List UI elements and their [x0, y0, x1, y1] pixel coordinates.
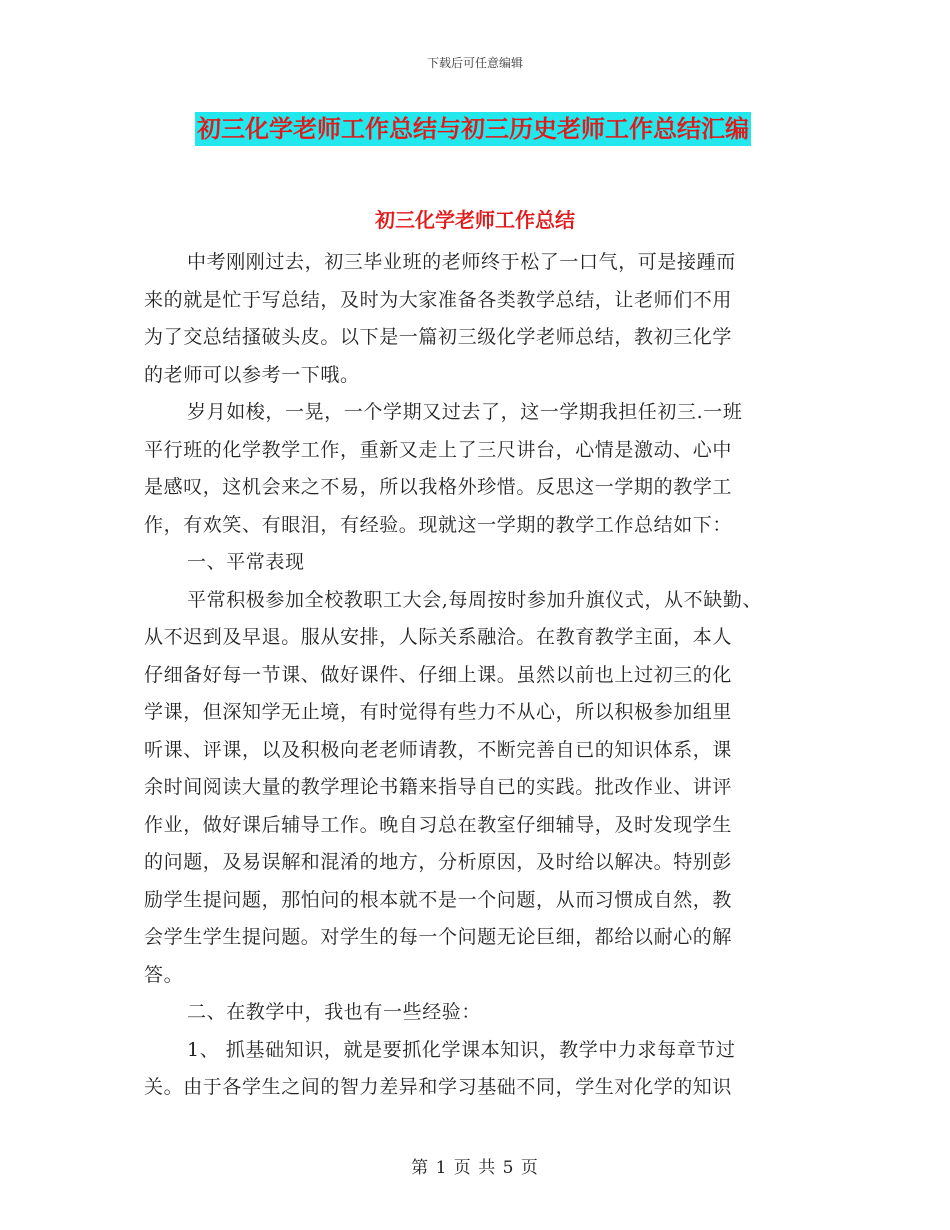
text-line: 关。由于各学生之间的智力差异和学习基础不同，学生对化学的知识: [144, 1076, 733, 1098]
text-line: 学课，但深知学无止境，有时觉得有些力不从心，所以积极参加组里: [144, 701, 733, 723]
text-line: 的老师可以参考一下哦。: [144, 363, 360, 386]
page-header-note: 下载后可任意编辑: [426, 56, 523, 70]
text-line: 平行班的化学教学工作，重新又走上了三尺讲台，心情是激动、心中: [144, 438, 733, 461]
text-line: 平常积极参加全校教职工大会,每周按时参加升旗仪式，从不缺勤、: [187, 588, 763, 611]
text-line: 听课、评课，以及积极向老老师请教，不断完善自已的知识体系，课: [144, 738, 733, 761]
text-line: 作，有欢笑、有眼泪，有经验。现就这一学期的教学工作总结如下：: [144, 513, 733, 536]
text-line: 1、 抓基础知识，就是要抓化学课本知识，教学中力求每章节过: [187, 1038, 736, 1061]
text-line: 一、平常表现: [187, 551, 305, 573]
text-line: 来的就是忙于写总结，及时为大家准备各类教学总结，让老师们不用: [144, 288, 733, 311]
text-line: 中考刚刚过去，初三毕业班的老师终于松了一口气，可是接踵而: [187, 251, 736, 273]
text-line: 从不迟到及早退。服从安排，人际关系融洽。在教育教学主面，本人: [144, 626, 733, 648]
page-footer: 第 1 页 共 5 页: [411, 1158, 539, 1178]
document-title: 初三化学老师工作总结与初三历史老师工作总结汇编: [195, 112, 751, 146]
body-text: [144, 244, 824, 1107]
text-line: 是感叹，这机会来之不易，所以我格外珍惜。反思这一学期的教学工: [144, 476, 733, 498]
text-line: 为了交总结搔破头皮。以下是一篇初三级化学老师总结，教初三化学: [144, 326, 733, 348]
text-line: 岁月如梭，一晃，一个学期又过去了，这一学期我担任初三.一班: [187, 401, 743, 423]
text-line: 仔细备好每一节课、做好课件、仔细上课。虽然以前也上过初三的化: [144, 663, 733, 686]
text-line: 余时间阅读大量的教学理论书籍来指导自已的实践。批改作业、讲评: [144, 776, 733, 798]
text-line: 二、在教学中，我也有一些经验：: [187, 1001, 482, 1023]
text-line: 会学生学生提问题。对学生的每一个问题无论巨细，都给以耐心的解: [144, 926, 733, 948]
text-line: 作业，做好课后辅导工作。晚自习总在教室仔细辅导，及时发现学生: [144, 813, 733, 836]
text-line: 答。: [144, 963, 184, 986]
section-title: 初三化学老师工作总结: [375, 208, 575, 232]
text-line: 的问题，及易误解和混淆的地方，分析原因，及时给以解决。特别彭: [144, 851, 733, 873]
text-line: 励学生提问题，那怕问的根本就不是一个问题，从而习惯成自然，教: [144, 888, 733, 911]
